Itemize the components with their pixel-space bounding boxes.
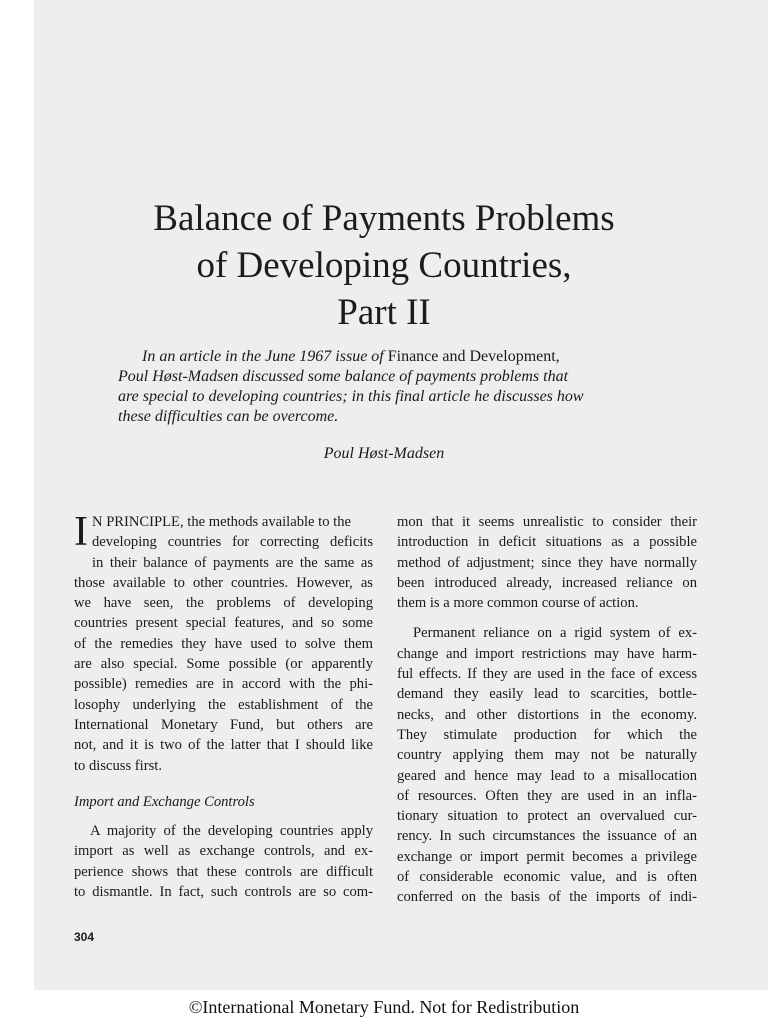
article-deck bbox=[118, 347, 658, 427]
left-column bbox=[74, 509, 373, 902]
body-line: tionary situation to protect an overvalued cur- bbox=[397, 808, 697, 825]
body-line: change and import restrictions may have harm- bbox=[397, 645, 697, 662]
body-line: we have seen, the problems of developing bbox=[74, 595, 373, 612]
body-line: International Monetary Fund, but others are bbox=[74, 716, 373, 733]
body-line: to discuss first. bbox=[74, 757, 162, 774]
body-line: import as well as exchange controls, and ex- bbox=[74, 843, 373, 860]
lead-in: N PRINCIPLE, bbox=[92, 514, 184, 530]
body-line: countries present special features, and so some bbox=[74, 615, 373, 632]
body-line: rency. In such circumstances the issuance of an bbox=[397, 828, 697, 845]
body-line: of resources. Often they are used in an infla- bbox=[397, 787, 697, 804]
body-line: of the remedies they have used to solve them bbox=[74, 635, 373, 652]
body-line: not, and it is two of the latter that I should like bbox=[74, 737, 373, 754]
body-line: exchange or import permit becomes a privilege bbox=[397, 848, 697, 865]
deck-line: these difficulties can be overcome. bbox=[118, 408, 339, 425]
body-line: developing countries for correcting deficits bbox=[92, 534, 373, 551]
body-line bbox=[74, 512, 373, 532]
body-line: A majority of the developing countries apply bbox=[90, 823, 373, 840]
body-line: geared and hence may lead to a misallocation bbox=[397, 767, 697, 784]
title-line: of Developing Countries, bbox=[196, 245, 572, 286]
deck-line bbox=[118, 347, 658, 367]
body-line: ful effects. If they are used in the face of excess bbox=[397, 666, 697, 683]
body-line: possible) remedies are in accord with the phi- bbox=[74, 676, 373, 693]
body-line: those available to other countries. However, as bbox=[74, 574, 373, 591]
title-line: Balance of Payments Problems bbox=[153, 198, 615, 239]
body-line: method of adjustment; since they have normally bbox=[397, 554, 697, 571]
body-line: losophy underlying the establishment of the bbox=[74, 696, 373, 713]
deck-line: Poul Høst-Madsen discussed some balance of payments problems that bbox=[118, 368, 569, 385]
section-subhead: Import and Exchange Controls bbox=[74, 793, 255, 810]
body-line: country applying them may not be naturally bbox=[397, 747, 697, 764]
body-line: mon that it seems unrealistic to consider their bbox=[397, 514, 697, 530]
body-line: to dismantle. In fact, such controls are so com- bbox=[74, 884, 373, 901]
body-line: demand they easily lead to scarcities, bottle- bbox=[397, 686, 697, 703]
deck-line-italic: In an article in the June 1967 issue of bbox=[142, 348, 388, 365]
body-line: in their balance of payments are the same as bbox=[92, 554, 373, 571]
page-number: 304 bbox=[74, 930, 95, 944]
journal-name: Finance and Development, bbox=[387, 348, 560, 365]
right-column bbox=[397, 512, 697, 908]
deck-line: are special to developing countries; in this final article he discusses how bbox=[118, 388, 584, 405]
body-line: introduction in deficit situations as a possible bbox=[397, 534, 697, 551]
body-line: They stimulate production for which the bbox=[397, 726, 697, 743]
body-line: them is a more common course of action. bbox=[397, 595, 639, 612]
title-line: Part II bbox=[337, 292, 431, 333]
body-line: are also special. Some possible (or apparently bbox=[74, 656, 373, 673]
drop-cap: I bbox=[74, 509, 88, 555]
body-line-rest: the methods available to the bbox=[183, 514, 351, 530]
body-line: conferred on the basis of the imports of indi- bbox=[397, 889, 697, 906]
article-title bbox=[0, 195, 768, 336]
body-line: Permanent reliance on a rigid system of ex- bbox=[413, 625, 697, 642]
body-line: been introduced already, increased reliance on bbox=[397, 574, 697, 591]
author-byline: Poul Høst-Madsen bbox=[323, 445, 445, 462]
body-line: of considerable economic value, and is often bbox=[397, 869, 697, 886]
copyright-footer: ©International Monetary Fund. Not for Redistribution bbox=[188, 997, 580, 1017]
paragraph-gap bbox=[397, 613, 697, 623]
body-line: necks, and other distortions in the economy. bbox=[397, 706, 697, 723]
body-line: perience shows that these controls are difficult bbox=[74, 863, 373, 880]
